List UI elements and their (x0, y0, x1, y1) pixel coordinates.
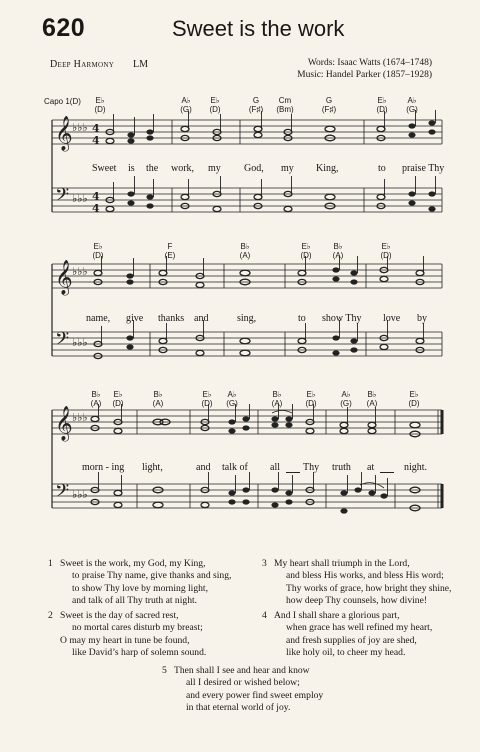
hymn-number: 620 (42, 14, 86, 42)
credits (297, 57, 432, 81)
svg-text:♭♭♭: ♭♭♭ (72, 488, 88, 501)
verse-1 (48, 558, 232, 607)
lyric-syllable: and (196, 462, 211, 473)
verse-line: And I shall share a glorious part, (274, 610, 400, 621)
verse-3 (262, 558, 452, 607)
svg-text:𝄢: 𝄢 (55, 185, 70, 210)
melisma-line (380, 472, 394, 473)
verse-number: 2 (48, 610, 53, 621)
chord-symbol: B♭ (A) (332, 242, 344, 260)
verse-line: and fresh supplies of joy are shed, (286, 634, 417, 646)
lyric-syllable: is (128, 163, 135, 174)
music-credit: Music: Handel Parker (1857–1928) (297, 70, 432, 80)
meter: LM (133, 59, 148, 70)
chord-symbol: E♭ (D) (380, 242, 392, 260)
chord-symbol: B♭ (A) (271, 390, 283, 408)
svg-text:♭♭♭: ♭♭♭ (72, 411, 88, 424)
svg-text:♭♭♭: ♭♭♭ (72, 336, 88, 349)
lyric-syllable: at (367, 462, 375, 473)
verse-line: Then shall I see and hear and know (174, 665, 310, 676)
lyric-syllable: give (126, 313, 144, 324)
chord-symbol: A♭ (G) (340, 390, 352, 408)
chord-symbol: B♭ (A) (366, 390, 378, 408)
svg-text:4: 4 (92, 134, 100, 147)
lyric-syllable: show Thy (322, 313, 362, 324)
verse-line: how deep Thy counsels, how divine! (286, 594, 428, 606)
svg-text:♭♭♭: ♭♭♭ (72, 121, 88, 134)
verse-line: no mortal cares disturb my breast; (72, 622, 203, 634)
svg-text:♭♭♭: ♭♭♭ (72, 265, 88, 278)
lyric-syllable: my (281, 163, 294, 174)
lyric-syllable: praise Thy (402, 163, 445, 174)
chord-symbol: E♭ (D) (112, 390, 124, 408)
svg-text:𝄞: 𝄞 (55, 406, 73, 441)
verse-4 (262, 610, 433, 659)
verse-line: Thy works of grace, how bright they shine, (286, 582, 452, 594)
lyric-syllable: by (417, 313, 427, 324)
chord-symbol: E♭ (D) (305, 390, 317, 408)
chord-symbol: G (F♯) (321, 96, 337, 114)
tune-name: Deep Harmony (50, 59, 115, 70)
lyric-syllable: thanks (158, 313, 185, 324)
verse-line: like David’s harp of solemn sound. (72, 646, 207, 658)
chord-symbol: E♭ (D) (408, 390, 420, 408)
capo-note: Capo 1(D) (44, 97, 81, 106)
svg-text:4: 4 (92, 122, 100, 135)
svg-text:4: 4 (92, 202, 100, 215)
verse-line: O may my heart in tune be found, (60, 634, 190, 646)
verse-line: like holy oil, to cheer my head. (286, 646, 406, 658)
chord-symbol: A♭ (G) (406, 96, 418, 114)
lyric-syllable: sing, (237, 313, 257, 324)
verse-line: in that eternal world of joy. (186, 701, 291, 713)
verse-number: 5 (162, 665, 167, 676)
chord-symbol: E♭ (D) (209, 96, 221, 114)
verse-number: 1 (48, 558, 53, 569)
verse-2 (48, 610, 207, 659)
verse-line: all I desired or wished below; (186, 677, 300, 689)
chord-symbol: E♭ (D) (376, 96, 388, 114)
verse-number: 4 (262, 610, 267, 621)
hymn-title: Sweet is the work (172, 16, 345, 41)
svg-text:𝄞: 𝄞 (55, 260, 73, 295)
lyric-syllable: night. (404, 462, 428, 473)
lyric-syllable: light, (142, 462, 163, 473)
lyric-syllable: King, (316, 163, 339, 174)
chord-symbol: E♭ (D) (92, 242, 104, 260)
verse-line: when grace has well refined my heart, (286, 622, 433, 634)
lyric-syllable: Thy (303, 462, 320, 473)
chord-symbol: A♭ (G) (180, 96, 192, 114)
lyric-syllable: and (194, 313, 209, 324)
lyric-syllable: Sweet (92, 163, 117, 174)
lyric-syllable: to (378, 163, 386, 174)
music-system-2 (0, 256, 480, 364)
verse-line: and every power find sweet employ (186, 689, 324, 701)
lyric-syllable: work, (171, 163, 195, 174)
chord-symbol: B♭ (A) (239, 242, 251, 260)
lyric-syllable: name, (86, 313, 111, 324)
chord-symbol: E♭ (D) (94, 96, 106, 114)
lyric-syllable: talk of (222, 462, 248, 473)
verse-line: to praise Thy name, give thanks and sing, (72, 570, 232, 582)
melisma-line (286, 472, 300, 473)
lyric-syllable: all (270, 462, 280, 473)
lyric-syllable: morn - ing (82, 462, 125, 473)
chord-symbol: Cm (Bm) (276, 96, 294, 114)
chord-symbol: B♭ (A) (152, 390, 164, 408)
svg-text:𝄢: 𝄢 (55, 329, 70, 354)
chord-symbol: E♭ (D) (300, 242, 312, 260)
lyric-syllable: the (146, 163, 159, 174)
verse-line: Sweet is the work, my God, my King, (60, 558, 206, 569)
chord-symbol: B♭ (A) (90, 390, 102, 408)
verse-number: 3 (262, 558, 267, 569)
svg-text:4: 4 (92, 190, 100, 203)
svg-text:𝄢: 𝄢 (55, 481, 70, 506)
svg-text:♭♭♭: ♭♭♭ (72, 192, 88, 205)
verse-line: and talk of all Thy truth at night. (72, 594, 198, 606)
chord-symbol: A♭ (G) (226, 390, 238, 408)
verse-line: to show Thy love by morning light, (72, 582, 208, 594)
verse-line: Sweet is the day of sacred rest, (60, 610, 179, 621)
chord-symbol: F (E) (164, 242, 176, 260)
chord-symbol: G (F♯) (248, 96, 264, 114)
lyric-syllable: love (383, 313, 401, 324)
verse-line: and bless His works, and bless His word; (286, 570, 444, 582)
lyric-syllable: to (298, 313, 306, 324)
chord-symbol: E♭ (D) (201, 390, 213, 408)
verse-5 (162, 665, 324, 714)
verse-line: My heart shall triumph in the Lord, (274, 558, 410, 569)
lyric-syllable: truth (332, 462, 351, 473)
lyric-syllable: God, (244, 163, 264, 174)
words-credit: Words: Isaac Watts (1674–1748) (307, 58, 432, 68)
svg-text:𝄞: 𝄞 (55, 116, 73, 151)
lyric-syllable: my (208, 163, 221, 174)
